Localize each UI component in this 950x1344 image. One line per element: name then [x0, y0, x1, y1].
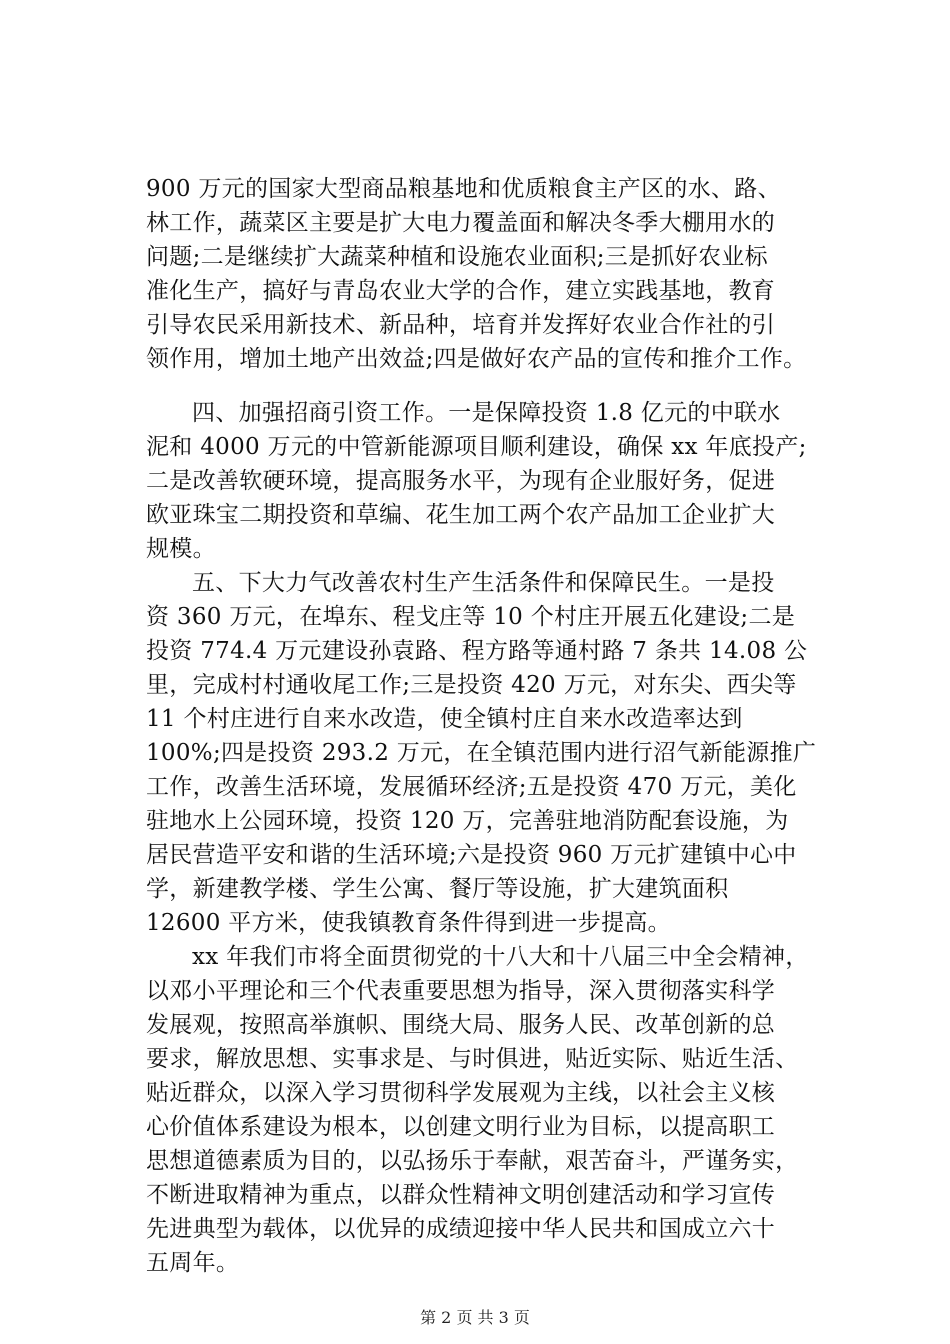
text-line: 准化生产，搞好与青岛农业大学的合作，建立实践基地，教育	[146, 278, 776, 304]
text-line: 驻地水上公园环境，投资 120 万，完善驻地消防配套设施，为	[146, 808, 789, 834]
text-line: 五、下大力气改善农村生产生活条件和保障民生。一是投	[192, 570, 775, 596]
text-line: 100%;四是投资 293.2 万元，在全镇范围内进行沼气新能源推广	[146, 740, 817, 766]
text-line: 规模。	[146, 536, 216, 562]
text-line: 问题;二是继续扩大蔬菜种植和设施农业面积;三是抓好农业标	[146, 244, 768, 270]
text-line: 五周年。	[146, 1250, 240, 1276]
text-line: 引导农民采用新技术、新品种，培育并发挥好农业合作社的引	[146, 312, 776, 338]
text-line: 思想道德素质为目的，以弘扬乐于奉献，艰苦奋斗，严谨务实，	[146, 1148, 799, 1174]
text-line: 二是改善软硬环境，提高服务水平，为现有企业服好务，促进	[146, 468, 776, 494]
text-line: 12600 平方米，使我镇教育条件得到进一步提高。	[146, 910, 671, 936]
text-line: 里，完成村村通收尾工作;三是投资 420 万元，对东尖、西尖等	[146, 672, 797, 698]
text-line: 11 个村庄进行自来水改造，使全镇村庄自来水改造率达到	[146, 706, 743, 732]
text-line: 林工作，蔬菜区主要是扩大电力覆盖面和解决冬季大棚用水的	[146, 210, 776, 236]
text-line: 居民营造平安和谐的生活环境;六是投资 960 万元扩建镇中心中	[146, 842, 797, 868]
text-line: 欧亚珠宝二期投资和草编、花生加工两个农产品加工企业扩大	[146, 502, 776, 528]
text-line: 四、加强招商引资工作。一是保障投资 1.8 亿元的中联水	[192, 400, 781, 426]
text-line: 贴近群众，以深入学习贯彻科学发展观为主线，以社会主义核	[146, 1080, 776, 1106]
text-line: 发展观，按照高举旗帜、围绕大局、服务人民、改革创新的总	[146, 1012, 776, 1038]
text-line: 900 万元的国家大型商品粮基地和优质粮食主产区的水、路、	[146, 176, 781, 202]
text-line: 领作用，增加土地产出效益;四是做好农产品的宣传和推介工作。	[146, 346, 807, 372]
text-line: 泥和 4000 万元的中管新能源项目顺利建设，确保 xx 年底投产;	[146, 434, 807, 460]
text-line: 心价值体系建设为根本，以创建文明行业为目标，以提高职工	[146, 1114, 776, 1140]
text-line: 先进典型为载体，以优异的成绩迎接中华人民共和国成立六十	[146, 1216, 776, 1242]
text-line: 要求，解放思想、实事求是、与时俱进，贴近实际、贴近生活、	[146, 1046, 799, 1072]
text-line: 工作，改善生活环境，发展循环经济;五是投资 470 万元，美化	[146, 774, 797, 800]
text-line: 不断进取精神为重点，以群众性精神文明创建活动和学习宣传	[146, 1182, 776, 1208]
text-line: 学，新建教学楼、学生公寓、餐厅等设施，扩大建筑面积	[146, 876, 729, 902]
text-line: xx 年我们市将全面贯彻党的十八大和十八届三中全会精神，	[192, 944, 809, 970]
text-line: 以邓小平理论和三个代表重要思想为指导，深入贯彻落实科学	[146, 978, 776, 1004]
text-line: 投资 774.4 万元建设孙袁路、程方路等通村路 7 条共 14.08 公	[146, 638, 808, 664]
text-line: 资 360 万元，在埠东、程戈庄等 10 个村庄开展五化建设;二是	[146, 604, 796, 630]
page-footer: 第 2 页 共 3 页	[420, 1308, 530, 1327]
